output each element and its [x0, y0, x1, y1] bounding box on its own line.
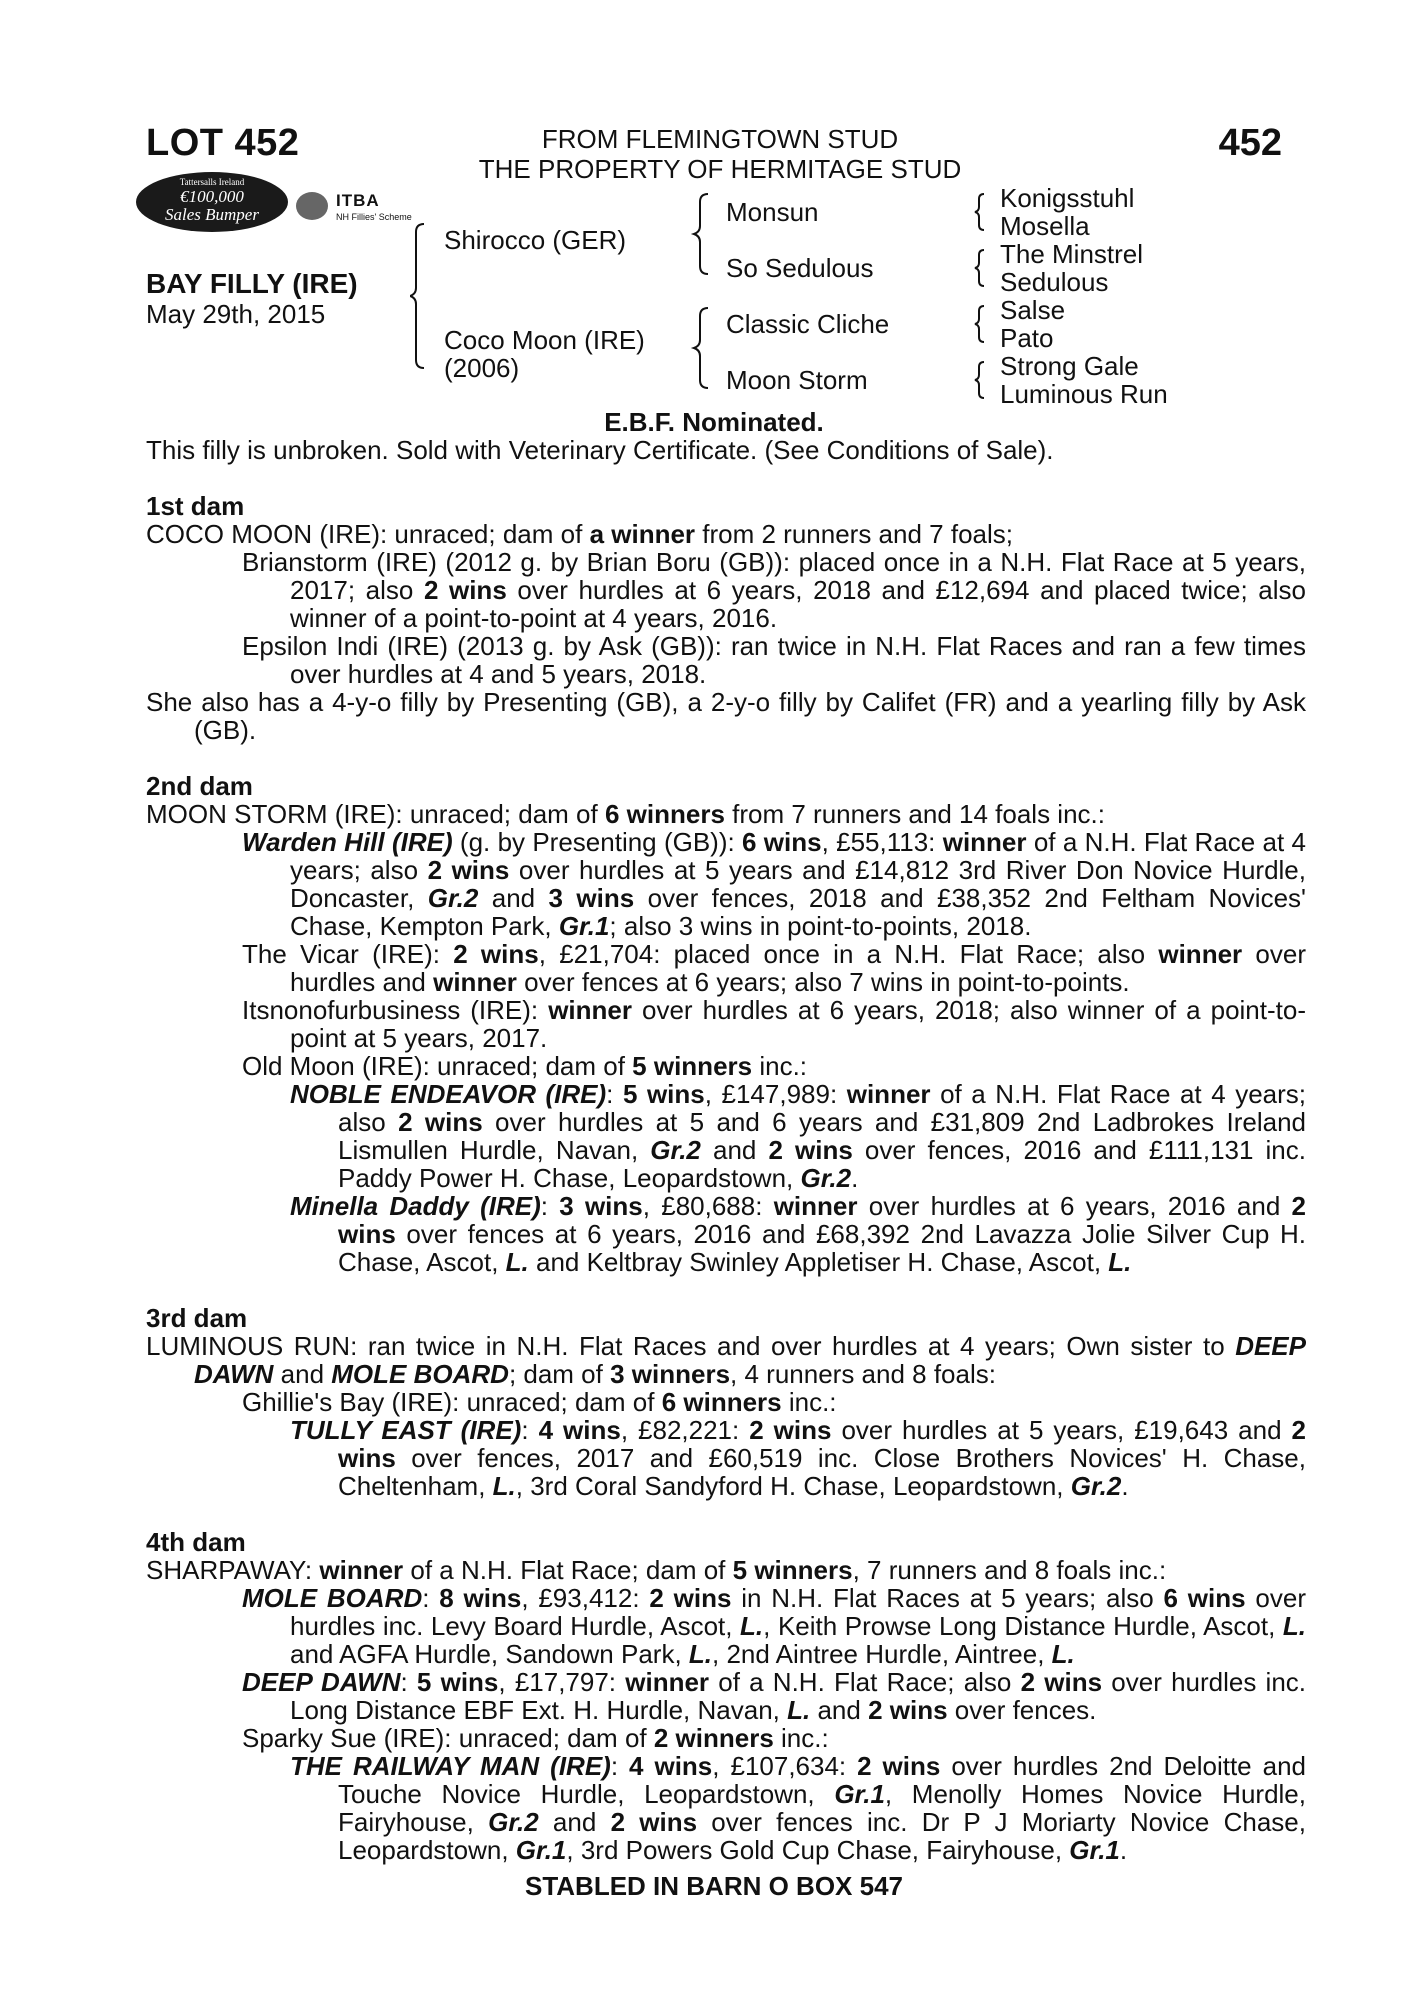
- produce-epsilon-indi: Epsilon Indi (IRE) (2013 g. by Ask (GB)): ran twice in N.H. Flat Races and ran a few times over hurdles at 4 and 5 years, 2018.: [242, 631, 1306, 689]
- produce-the-vicar: The Vicar (IRE): 2 wins, £21,704: placed once in a N.H. Flat Race; also winner over hurdles and winner over fences at 6 years; also 7 wins in point-to-points.: [242, 939, 1306, 997]
- horse-dob: May 29th, 2015: [146, 299, 326, 329]
- sale-note: This filly is unbroken. Sold with Veterinary Certificate. (See Conditions of Sale).: [146, 435, 1054, 465]
- pedigree-dam: Coco Moon (IRE): [444, 325, 645, 355]
- produce-sparky-sue: Sparky Sue (IRE): unraced; dam of 2 winners inc.:: [242, 1723, 829, 1753]
- itba-title: ITBA: [336, 191, 380, 210]
- lot-label: LOT 452: [146, 122, 300, 164]
- lot-number: 452: [1218, 122, 1282, 164]
- produce-noble-endeavor: NOBLE ENDEAVOR (IRE): 5 wins, £147,989: winner of a N.H. Flat Race at 4 years; also 2 wins over hurdles at 5 and 6 years and £31,809 2nd Ladbrokes Ireland Lismullen Hurdle, Navan, Gr.2 and 2 wins over fences, 2016 and £111,131 inc. Paddy Power H. Chase, Leopardstown, Gr.2.: [290, 1079, 1307, 1193]
- pedigree-brace-dd: [975, 362, 984, 398]
- pedigree-brace-dam: [694, 308, 708, 388]
- consignor-line-1: FROM FLEMINGTOWN STUD: [541, 124, 899, 154]
- produce-old-moon: Old Moon (IRE): unraced; dam of 5 winners inc.:: [242, 1051, 808, 1081]
- produce-brianstorm: Brianstorm (IRE) (2012 g. by Brian Boru (GB)): placed once in a N.H. Flat Race at 5 years, 2017; also 2 wins over hurdles at 6 years, 2018 and £12,694 and placed twice; also winner of a point-to-point at 4 years, 2016.: [242, 547, 1306, 633]
- pedigree-brace-main: [410, 224, 424, 368]
- sales-bumper-badge: [136, 172, 288, 232]
- produce-tully-east: TULLY EAST (IRE): 4 wins, £82,221: 2 wins over hurdles at 5 years, £19,643 and 2 wins over fences, 2017 and £60,519 inc. Close Brothers Novices' H. Chase, Cheltenham, L., 3rd Coral Sandyford H. Chase, Leopardstown, Gr.2.: [290, 1415, 1306, 1501]
- third-dam-section: [146, 1304, 1306, 1500]
- fourth-dam-summary: SHARPAWAY: winner of a N.H. Flat Race; dam of 5 winners, 7 runners and 8 foals inc.:: [146, 1555, 1167, 1585]
- produce-mole-board: MOLE BOARD: 8 wins, £93,412: 2 wins in N.H. Flat Races at 5 years; also 6 wins over hurdles inc. Levy Board Hurdle, Ascot, L., Keith Prowse Long Distance Hurdle, Ascot, L. and AGFA Hurdle, Sandown Park, L., 2nd Aintree Hurdle, Aintree, L.: [242, 1583, 1307, 1669]
- pedigree-brace-sire: [694, 194, 708, 274]
- pedigree-dam-year: (2006): [444, 353, 520, 383]
- pedigree-sds: The Minstrel: [1000, 239, 1144, 269]
- stabling-info: STABLED IN BARN O BOX 547: [524, 1871, 903, 1901]
- consignor-line-2: THE PROPERTY OF HERMITAGE STUD: [478, 154, 962, 184]
- pedigree-ssd: Mosella: [1000, 211, 1090, 241]
- pedigree-dss: Salse: [1000, 295, 1066, 325]
- produce-ghillies-bay: Ghillie's Bay (IRE): unraced; dam of 6 winners inc.:: [242, 1387, 837, 1417]
- itba-emblem-icon: [296, 192, 328, 220]
- pedigree-sss: Konigsstuhl: [1000, 183, 1135, 213]
- badge-line-2: €100,000: [180, 187, 244, 206]
- pedigree-sire: Shirocco (GER): [444, 225, 627, 255]
- horse-name: BAY FILLY (IRE): [146, 268, 358, 299]
- second-dam-heading: 2nd dam: [146, 771, 253, 801]
- pedigree-brace-ss: [975, 194, 984, 230]
- pedigree-brace-sd: [975, 250, 984, 286]
- fourth-dam-section: [146, 1528, 1306, 1864]
- third-dam-heading: 3rd dam: [146, 1303, 248, 1333]
- produce-minella-daddy: Minella Daddy (IRE): 3 wins, £80,688: winner over hurdles at 6 years, 2016 and 2 wins over fences at 6 years, 2016 and £68,392 2nd Lavazza Jolie Silver Cup H. Chase, Ascot, L. and Keltbray Swinley Appletiser H. Chase, Ascot, L.: [290, 1191, 1306, 1277]
- produce-the-railway-man: THE RAILWAY MAN (IRE): 4 wins, £107,634: 2 wins over hurdles 2nd Deloitte and Touche Novice Hurdle, Leopardstown, Gr.1, Menolly Homes Novice Hurdle, Fairyhouse, Gr.2 and 2 wins over fences inc. Dr P J Moriarty Novice Chase, Leopardstown, Gr.1, 3rd Powers Gold Cup Chase, Fairyhouse, Gr.1.: [290, 1751, 1306, 1865]
- badge-line-1: Tattersalls Ireland: [179, 177, 245, 187]
- badge-line-3: Sales Bumper: [165, 205, 259, 224]
- pedigree-sd: So Sedulous: [726, 253, 874, 283]
- pedigree-sdd: Sedulous: [1000, 267, 1109, 297]
- pedigree-dds: Strong Gale: [1000, 351, 1139, 381]
- first-dam-other-produce: She also has a 4-y-o filly by Presenting (GB), a 2-y-o filly by Califet (FR) and a yearling filly by Ask (GB).: [146, 687, 1306, 745]
- second-dam-summary: MOON STORM (IRE): unraced; dam of 6 winners from 7 runners and 14 foals inc.:: [146, 799, 1105, 829]
- itba-subtitle: NH Fillies' Scheme: [336, 212, 412, 222]
- second-dam-section: [146, 772, 1306, 1276]
- first-dam-heading: 1st dam: [146, 491, 245, 521]
- first-dam-summary: COCO MOON (IRE): unraced; dam of a winner from 2 runners and 7 foals;: [146, 519, 1013, 549]
- first-dam-section: [146, 492, 1306, 744]
- pedigree-dd: Moon Storm: [726, 365, 868, 395]
- produce-itsnonofurbusiness: Itsnonofurbusiness (IRE): winner over hurdles at 6 years, 2018; also winner of a point-to-point at 5 years, 2017.: [242, 995, 1306, 1053]
- pedigree-brace-ds: [975, 306, 984, 342]
- ebf-nominated: E.B.F. Nominated.: [604, 407, 824, 437]
- pedigree-ddd: Luminous Run: [1000, 379, 1168, 409]
- produce-warden-hill: Warden Hill (IRE) (g. by Presenting (GB)): 6 wins, £55,113: winner of a N.H. Flat Race at 4 years; also 2 wins over hurdles at 5 years and £14,812 3rd River Don Novice Hurdle, Doncaster, Gr.2 and 3 wins over fences, 2018 and £38,352 2nd Feltham Novices' Chase, Kempton Park, Gr.1; also 3 wins in point-to-points, 2018.: [242, 827, 1307, 941]
- pedigree-ss: Monsun: [726, 197, 819, 227]
- third-dam-summary: LUMINOUS RUN: ran twice in N.H. Flat Races and over hurdles at 4 years; Own sister to DEEP DAWN and MOLE BOARD; dam of 3 winners, 4 runners and 8 foals:: [146, 1331, 1306, 1389]
- fourth-dam-heading: 4th dam: [146, 1527, 246, 1557]
- consignor-block: [420, 124, 1020, 184]
- produce-deep-dawn: DEEP DAWN: 5 wins, £17,797: winner of a N.H. Flat Race; also 2 wins over hurdles inc. Long Distance EBF Ext. H. Hurdle, Navan, L. and 2 wins over fences.: [242, 1667, 1307, 1725]
- pedigree-ds: Classic Cliche: [726, 309, 890, 339]
- pedigree-dsd: Pato: [1000, 323, 1054, 353]
